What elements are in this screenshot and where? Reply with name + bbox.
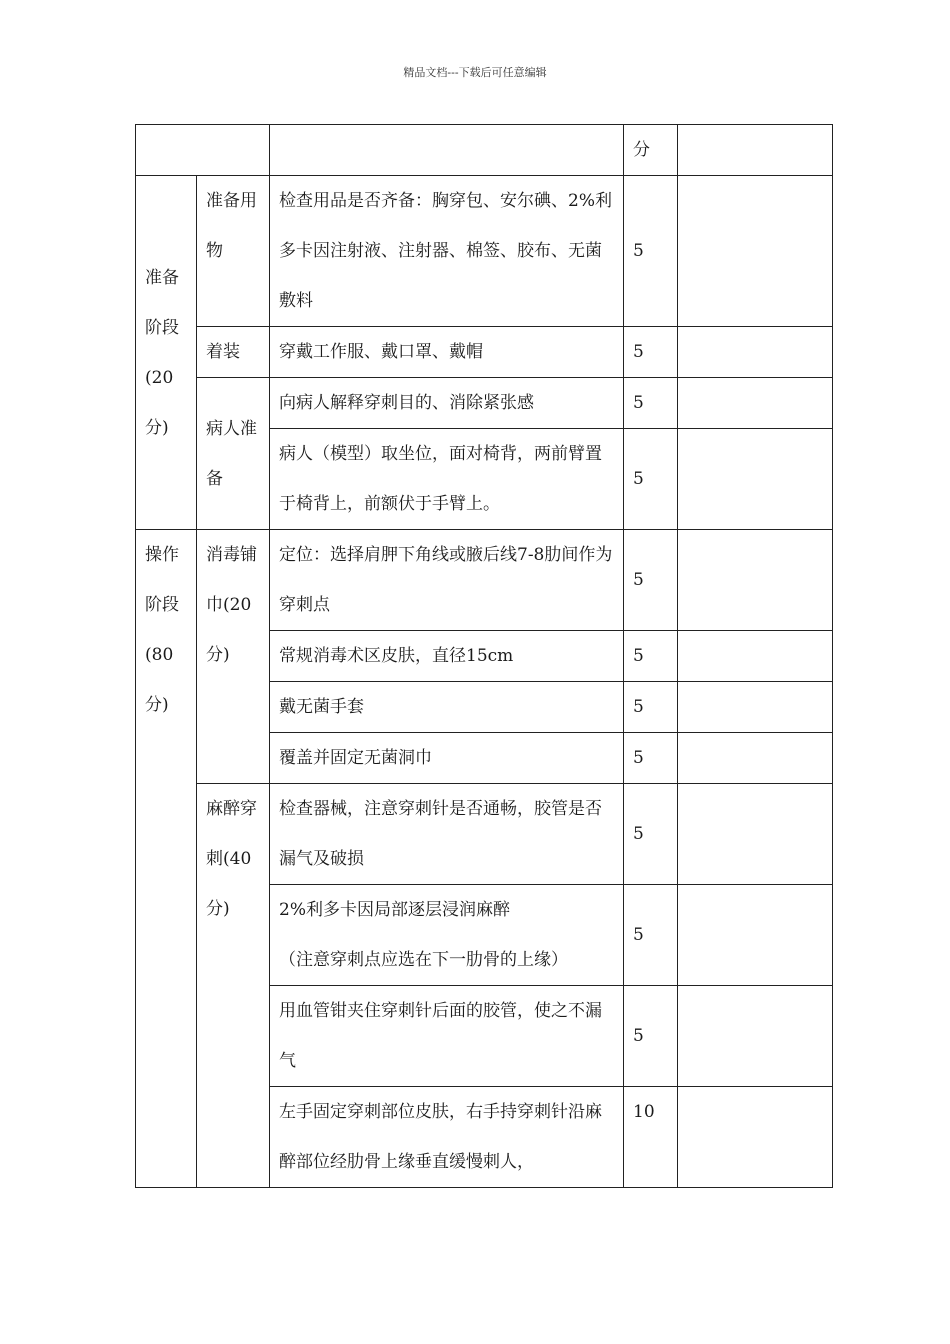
stage-op-cell: 操作阶段(80分) <box>136 530 197 1188</box>
remark-cell <box>678 327 833 378</box>
content-disinfect-2: 常规消毒术区皮肤，直径15cm <box>270 631 624 682</box>
score-cell: 5 <box>624 378 678 429</box>
page-header: 精品文档---下载后可任意编辑 <box>403 66 547 79</box>
content-disinfect-3: 戴无菌手套 <box>270 682 624 733</box>
remark-cell <box>678 530 833 631</box>
remark-cell <box>678 1087 833 1188</box>
sub-disinfect: 消毒铺巾(20分) <box>197 530 270 784</box>
table-cell <box>270 125 624 176</box>
remark-cell <box>678 733 833 784</box>
remark-cell <box>678 986 833 1087</box>
sub-patient-prep: 病人准备 <box>197 378 270 530</box>
table-row <box>136 176 833 327</box>
content-disinfect-1: 定位：选择肩胛下角线或腋后线7-8肋间作为穿刺点 <box>270 530 624 631</box>
score-cell: 5 <box>624 530 678 631</box>
remark-cell <box>678 125 833 176</box>
content-anesthesia-3: 用血管钳夹住穿刺针后面的胶管，使之不漏气 <box>270 986 624 1087</box>
sub-dress: 着装 <box>197 327 270 378</box>
score-cell: 5 <box>624 429 678 530</box>
table-row <box>136 784 833 885</box>
sub-anesthesia: 麻醉穿刺(40分) <box>197 784 270 1188</box>
content-disinfect-4: 覆盖并固定无菌洞巾 <box>270 733 624 784</box>
remark-cell <box>678 682 833 733</box>
content-patient-2: 病人（模型）取坐位，面对椅背，两前臂置于椅背上，前额伏于手臂上。 <box>270 429 624 530</box>
content-anesthesia-4: 左手固定穿刺部位皮肤，右手持穿刺针沿麻醉部位经肋骨上缘垂直缓慢刺人， <box>270 1087 624 1188</box>
content-prep-supplies: 检查用品是否齐备：胸穿包、安尔碘、2%利多卡因注射液、注射器、棉签、胶布、无菌敷料 <box>270 176 624 327</box>
table-row <box>136 125 833 176</box>
score-cell: 5 <box>624 986 678 1087</box>
scoring-table <box>135 124 833 1188</box>
score-cell: 5 <box>624 176 678 327</box>
score-cell: 5 <box>624 733 678 784</box>
score-cell: 5 <box>624 682 678 733</box>
table-row <box>136 378 833 429</box>
remark-cell <box>678 885 833 986</box>
table-cell <box>136 125 270 176</box>
content-dress: 穿戴工作服、戴口罩、戴帽 <box>270 327 624 378</box>
score-header-cell: 分 <box>624 125 678 176</box>
table-row <box>136 530 833 631</box>
content-anesthesia-1: 检查器械，注意穿刺针是否通畅，胶管是否漏气及破损 <box>270 784 624 885</box>
remark-cell <box>678 378 833 429</box>
remark-cell <box>678 176 833 327</box>
content-anesthesia-2 <box>270 885 624 986</box>
score-cell: 5 <box>624 631 678 682</box>
remark-cell <box>678 429 833 530</box>
score-cell: 10 <box>624 1087 678 1188</box>
remark-cell <box>678 631 833 682</box>
table-row <box>136 327 833 378</box>
content-anesthesia-2-a: 2%利多卡因局部逐层浸润麻醉 <box>279 900 510 920</box>
score-cell: 5 <box>624 327 678 378</box>
content-patient-1: 向病人解释穿刺目的、消除紧张感 <box>270 378 624 429</box>
score-cell: 5 <box>624 784 678 885</box>
sub-prep-supplies: 准备用物 <box>197 176 270 327</box>
score-cell: 5 <box>624 885 678 986</box>
content-anesthesia-2-b: （注意穿刺点应选在下一肋骨的上缘） <box>279 950 568 970</box>
remark-cell <box>678 784 833 885</box>
stage-prep-cell: 准备阶段(20分) <box>136 176 197 530</box>
